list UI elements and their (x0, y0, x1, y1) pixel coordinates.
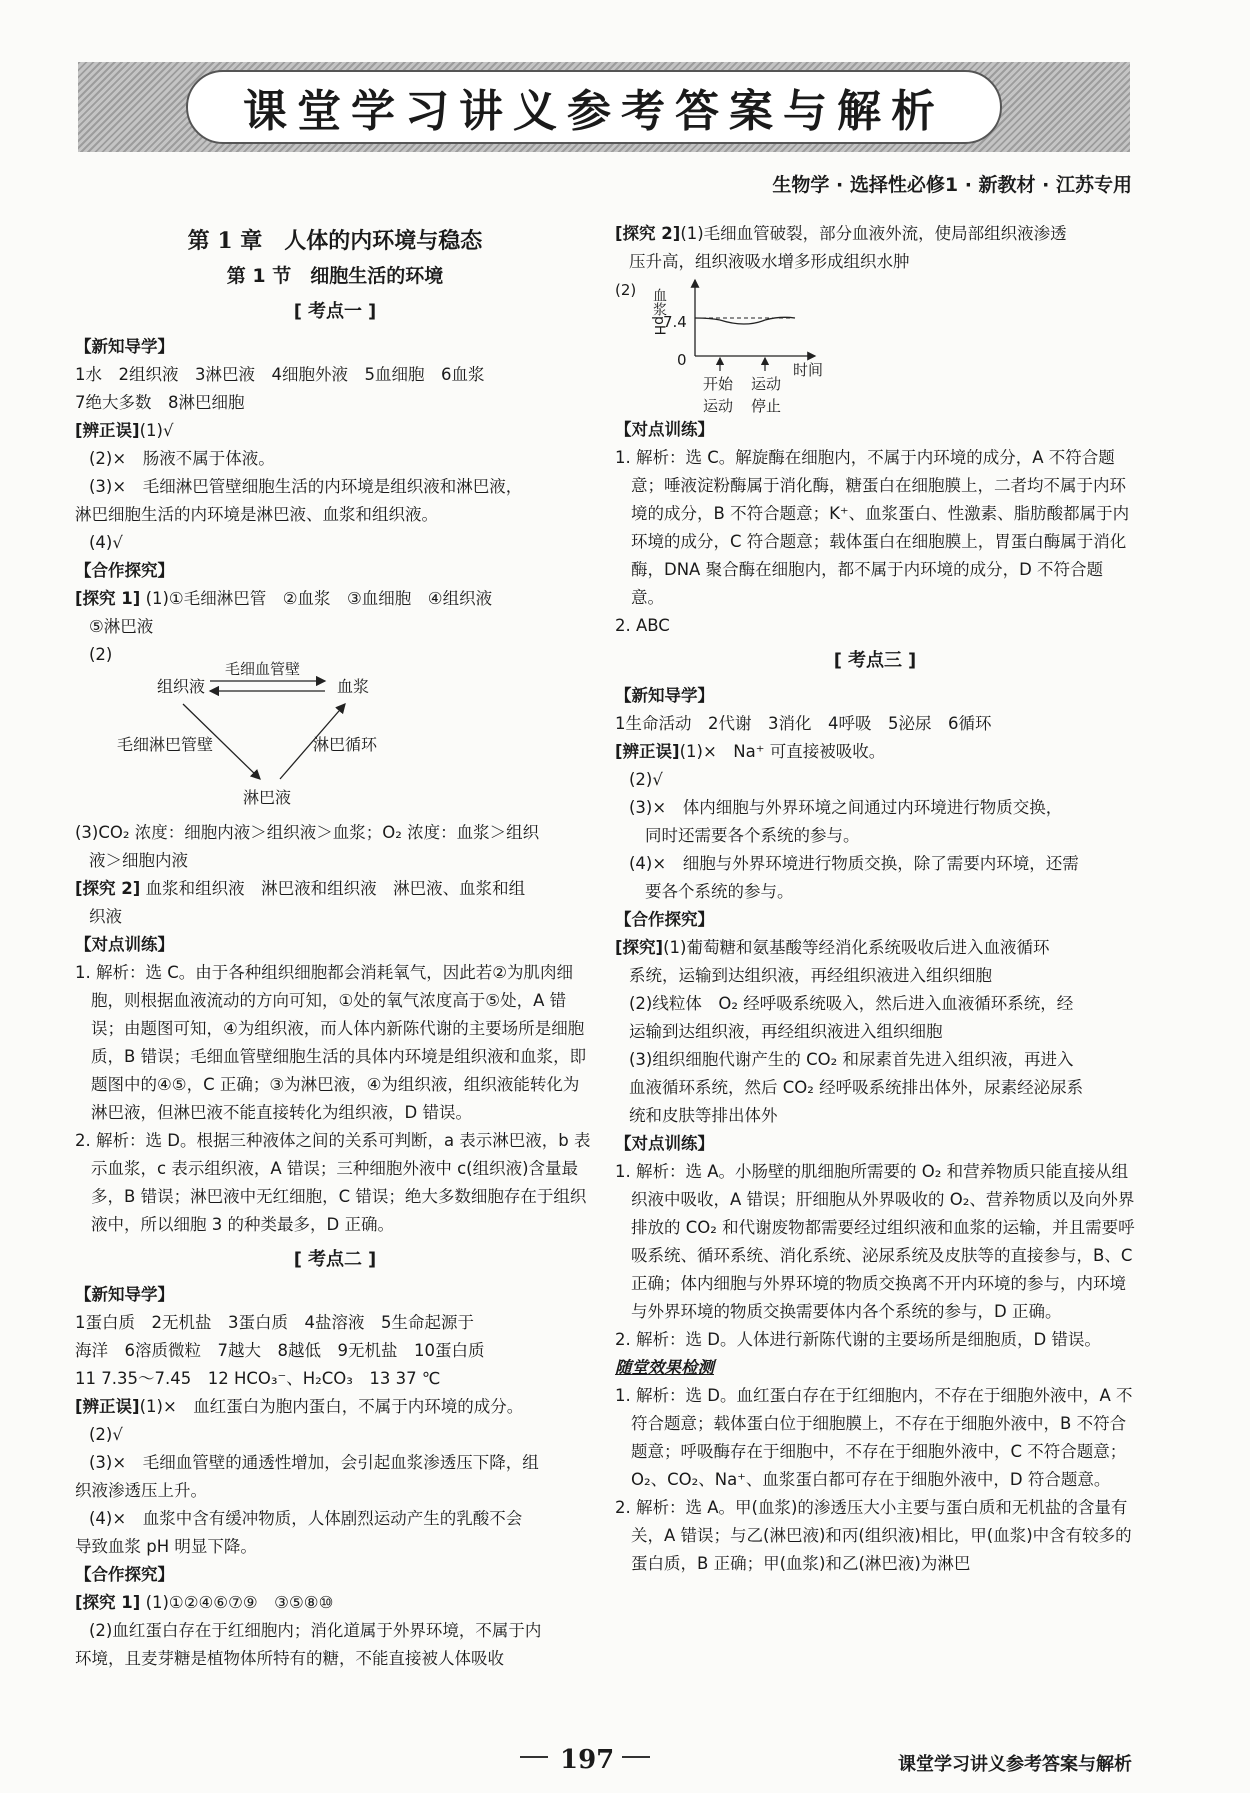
answer-paragraph: 1. 解析：选 C。解旋酶在细胞内，不属于内环境的成分，A 不符合题意；唾液淀粉酶属于消化酶，糖蛋白在细胞膜上，二者均不属于内环境的成分，B 不符合题意；K⁺、血浆蛋白、性激素、脂肪酸都属于内环境的成分，C 符合题意；载体蛋白在细胞膜上，胃蛋白酶属于消化酶，DNA 聚合酶在细胞内，都不属于内环境的成分，D 不符合题意。 (615, 448, 1130, 607)
right-column (615, 220, 1135, 1578)
answer-line: 同时还需要各个系统的参与。 (645, 826, 860, 845)
graph-stop-label: 运动 (751, 375, 782, 393)
kaodian-3-title: [ 考点三 ] (833, 650, 917, 671)
answer-line: 1蛋白质 2无机盐 3蛋白质 4盐溶液 5生命起源于 (75, 1313, 474, 1332)
page-number: 197 (560, 1745, 615, 1775)
answer-line: (1)毛细血管破裂，部分血液外流，使局部组织液渗透 (680, 224, 1067, 243)
answer-line: (1)√ (139, 421, 174, 440)
footer-dash-left (520, 1756, 548, 1758)
answer-line: 11 7.35～7.45 12 HCO₃⁻、H₂CO₃ 13 37 ℃ (75, 1369, 441, 1388)
answer-paragraph: 2. 解析：选 D。根据三种液体之间的关系可判断，a 表示淋巴液，b 表示血浆，c 表示组织液，A 错误；三种细胞外液中 c(组织液)含量最多，B 错误；淋巴液中无红细胞，C 错误；绝大多数细胞存在于组织液中，所以细胞 3 的种类最多，D 正确。 (75, 1131, 591, 1234)
title-banner (78, 62, 1130, 152)
footer-dash-right (622, 1756, 650, 1758)
graph-x-label: 时间 (793, 361, 824, 379)
answer-paragraph: 1. 解析：选 C。由于各种组织细胞都会消耗氧气，因此若②为肌肉细胞，则根据血液流动的方向可知，①处的氧气浓度高于⑤处，A 错误；由题图可知，④为组织液，而人体内新陈代谢的主要场所是细胞质，B 错误；毛细血管壁细胞生活的具体内环境是组织液和血浆，即题图中的④⑤，C 正确；③为淋巴液，④为组织液，组织液能转化为淋巴液，但淋巴液不能直接转化为组织液，D 错误。 (75, 963, 587, 1122)
answer-line: (2)√ (89, 1425, 123, 1444)
kaodian-2-title: [ 考点二 ] (293, 1249, 377, 1270)
duidian-heading: 【对点训练】 (75, 935, 174, 954)
answer-line: 导致血浆 pH 明显下降。 (75, 1537, 257, 1556)
answer-line: 织液 (89, 907, 122, 926)
tanjiu-tag: [探究 2] (615, 224, 681, 243)
answer-line: 压升高，组织液吸水增多形成组织水肿 (629, 252, 910, 271)
xinzhi-heading: 【新知导学】 (615, 686, 714, 705)
hezuo-heading: 【合作探究】 (75, 561, 174, 580)
diagram-right-label: 淋巴循环 (313, 735, 378, 754)
answer-line: (3)组织细胞代谢产生的 CO₂ 和尿素首先进入组织液，再进入 (629, 1050, 1074, 1069)
answer-line: (1)①毛细淋巴管 ②血浆 ③血细胞 ④组织液 (145, 589, 493, 608)
answer-line: (1)× Na⁺ 可直接被吸收。 (679, 742, 886, 761)
diagram-xuejiang: 血浆 (337, 677, 370, 696)
answer-line: (1)× 血红蛋白为胞内蛋白，不属于内环境的成分。 (139, 1397, 524, 1416)
graph-y-label: 血浆pH (651, 288, 667, 336)
book-subtitle: 生物学 · 选择性必修1 · 新教材 · 江苏专用 (772, 174, 1132, 196)
chapter-title: 第 1 章 人体的内环境与稳态 (187, 228, 483, 254)
duidian-heading: 【对点训练】 (615, 1134, 714, 1153)
answer-line: (4)× 细胞与外界环境进行物质交换，除了需要内环境，还需 (629, 854, 1079, 873)
diagram-zuzhiye: 组织液 (157, 677, 206, 696)
answer-line: (2)× 肠液不属于体液。 (89, 449, 275, 468)
answer-paragraph: 1. 解析：选 A。小肠壁的肌细胞所需要的 O₂ 和营养物质只能直接从组织液中吸收，A 错误；肝细胞从外界吸收的 O₂、营养物质以及向外界排放的 CO₂ 和代谢废物都需要经过组织液和血浆的运输，并且需要呼吸系统、循环系统、消化系统、泌尿系统及皮肤等的直接参与，B、C 正确；体内细胞与外界环境的物质交换离不开内环境的参与，内环境与外界环境的物质交换需要体内各个系统的参与，D 正确。 (615, 1162, 1135, 1321)
answer-paragraph: 2. 解析：选 A。甲(血浆)的渗透压大小主要与蛋白质和无机盐的含量有关，A 错误；与乙(淋巴液)和丙(组织液)相比，甲(血浆)中含有较多的蛋白质，B 正确；甲(血浆)和乙(淋巴液)为淋巴 (615, 1498, 1132, 1573)
xinzhi-heading: 【新知导学】 (75, 337, 174, 356)
graph-label: (2) (615, 281, 637, 299)
answer-line: (3)× 毛细淋巴管壁细胞生活的内环境是组织液和淋巴液， (89, 477, 523, 496)
answer-line: (1)葡萄糖和氨基酸等经消化系统吸收后进入血液循环 (663, 938, 1050, 957)
answer-line: 系统，运输到达组织液，再经组织液进入组织细胞 (629, 966, 992, 985)
graph-origin: 0 (677, 351, 687, 369)
graph-start-label: 开始 (703, 375, 734, 393)
answer-line: 血浆和组织液 淋巴液和组织液 淋巴液、血浆和组 (145, 879, 526, 898)
kaodian-1-title: [ 考点一 ] (293, 301, 377, 322)
graph-stop-label2: 停止 (751, 397, 782, 415)
answer-line: 1生命活动 2代谢 3消化 4呼吸 5泌尿 6循环 (615, 714, 992, 733)
answer-line: 淋巴细胞生活的内环境是淋巴液、血浆和组织液。 (75, 505, 438, 524)
answer-paragraph: 1. 解析：选 D。血红蛋白存在于红细胞内，不存在于细胞外液中，A 不符合题意；载体蛋白位于细胞膜上，不存在于细胞外液中，B 不符合题意；呼吸酶存在于细胞中，不存在于细胞外液中，C 不符合题意；O₂、CO₂、Na⁺、血浆蛋白都可存在于细胞外液中，D 符合题意。 (615, 1386, 1133, 1489)
tanjiu-tag: [探究 1] (75, 1593, 141, 1612)
answer-line: 要各个系统的参与。 (645, 882, 794, 901)
answer-line: (2)线粒体 O₂ 经呼吸系统吸入，然后进入血液循环系统，经 (629, 994, 1074, 1013)
tanjiu-tag: [探究 1] (75, 589, 141, 608)
answer-line: ⑤淋巴液 (89, 617, 154, 636)
answer-line: (4)× 血浆中含有缓冲物质，人体剧烈运动产生的乳酸不会 (89, 1509, 523, 1528)
ph-graph (615, 276, 1135, 416)
tanjiu-tag: [探究] (615, 938, 664, 957)
hezuo-heading: 【合作探究】 (75, 1565, 174, 1584)
graph-y-tick: 7.4 (663, 313, 687, 331)
answer-paragraph: 2. ABC (615, 616, 670, 635)
footer-title: 课堂学习讲义参考答案与解析 (898, 1754, 1132, 1775)
answer-line: (3)× 毛细血管壁的通透性增加，会引起血浆渗透压下降，组 (89, 1453, 539, 1472)
answer-line: 海洋 6溶质微粒 7越大 8越低 9无机盐 10蛋白质 (75, 1341, 485, 1360)
answer-line: (3)× 体内细胞与外界环境之间通过内环境进行物质交换， (629, 798, 1063, 817)
answer-line: 血液循环系统，然后 CO₂ 经呼吸系统排出体外，尿素经泌尿系 (629, 1078, 1084, 1097)
answer-line: (2)√ (629, 770, 663, 789)
hezuo-heading: 【合作探究】 (615, 910, 714, 929)
answer-line: 织液渗透压上升。 (75, 1481, 207, 1500)
fluid-relation-diagram (75, 660, 595, 819)
duidian-heading: 【对点训练】 (615, 420, 714, 439)
tanjiu-tag: [探究 2] (75, 879, 141, 898)
answer-line: (3)CO₂ 浓度：细胞内液＞组织液＞血浆；O₂ 浓度：血浆＞组织 (75, 823, 540, 842)
answer-line: (4)√ (89, 533, 123, 552)
answer-line: 1水 2组织液 3淋巴液 4细胞外液 5血细胞 6血浆 (75, 365, 485, 384)
answer-line: 环境，且麦芽糖是植物体所特有的糖，不能直接被人体吸收 (75, 1649, 504, 1668)
answer-line: 7绝大多数 8淋巴细胞 (75, 393, 245, 412)
diagram-left-label: 毛细淋巴管壁 (117, 735, 214, 754)
answer-line: (2) (89, 645, 113, 664)
answer-paragraph: 2. 解析：选 D。人体进行新陈代谢的主要场所是细胞质，D 错误。 (615, 1330, 1101, 1349)
xinzhi-heading: 【新知导学】 (75, 1285, 174, 1304)
answer-line: 运输到达组织液，再经组织液进入组织细胞 (629, 1022, 943, 1041)
answer-line: (1)①②④⑥⑦⑨ ③⑤⑧⑩ (145, 1593, 334, 1612)
answer-line: (2)血红蛋白存在于红细胞内；消化道属于外界环境，不属于内 (89, 1621, 542, 1640)
diagram-top-label: 毛细血管壁 (225, 660, 301, 678)
bianzhengwu-tag: [辨正误] (75, 1397, 140, 1416)
page-title: 课堂学习讲义参考答案与解析 (186, 70, 1002, 144)
bianzhengwu-tag: [辨正误] (75, 421, 140, 440)
diagram-linbaye: 淋巴液 (243, 788, 292, 807)
graph-start-label2: 运动 (703, 397, 734, 415)
bianzhengwu-tag: [辨正误] (615, 742, 680, 761)
section-title: 第 1 节 细胞生活的环境 (226, 265, 444, 287)
left-column (75, 225, 595, 1673)
answer-line: 统和皮肤等排出体外 (629, 1106, 778, 1125)
answer-line: 液＞细胞内液 (89, 851, 188, 870)
suitang-heading: 随堂效果检测 (615, 1358, 714, 1377)
